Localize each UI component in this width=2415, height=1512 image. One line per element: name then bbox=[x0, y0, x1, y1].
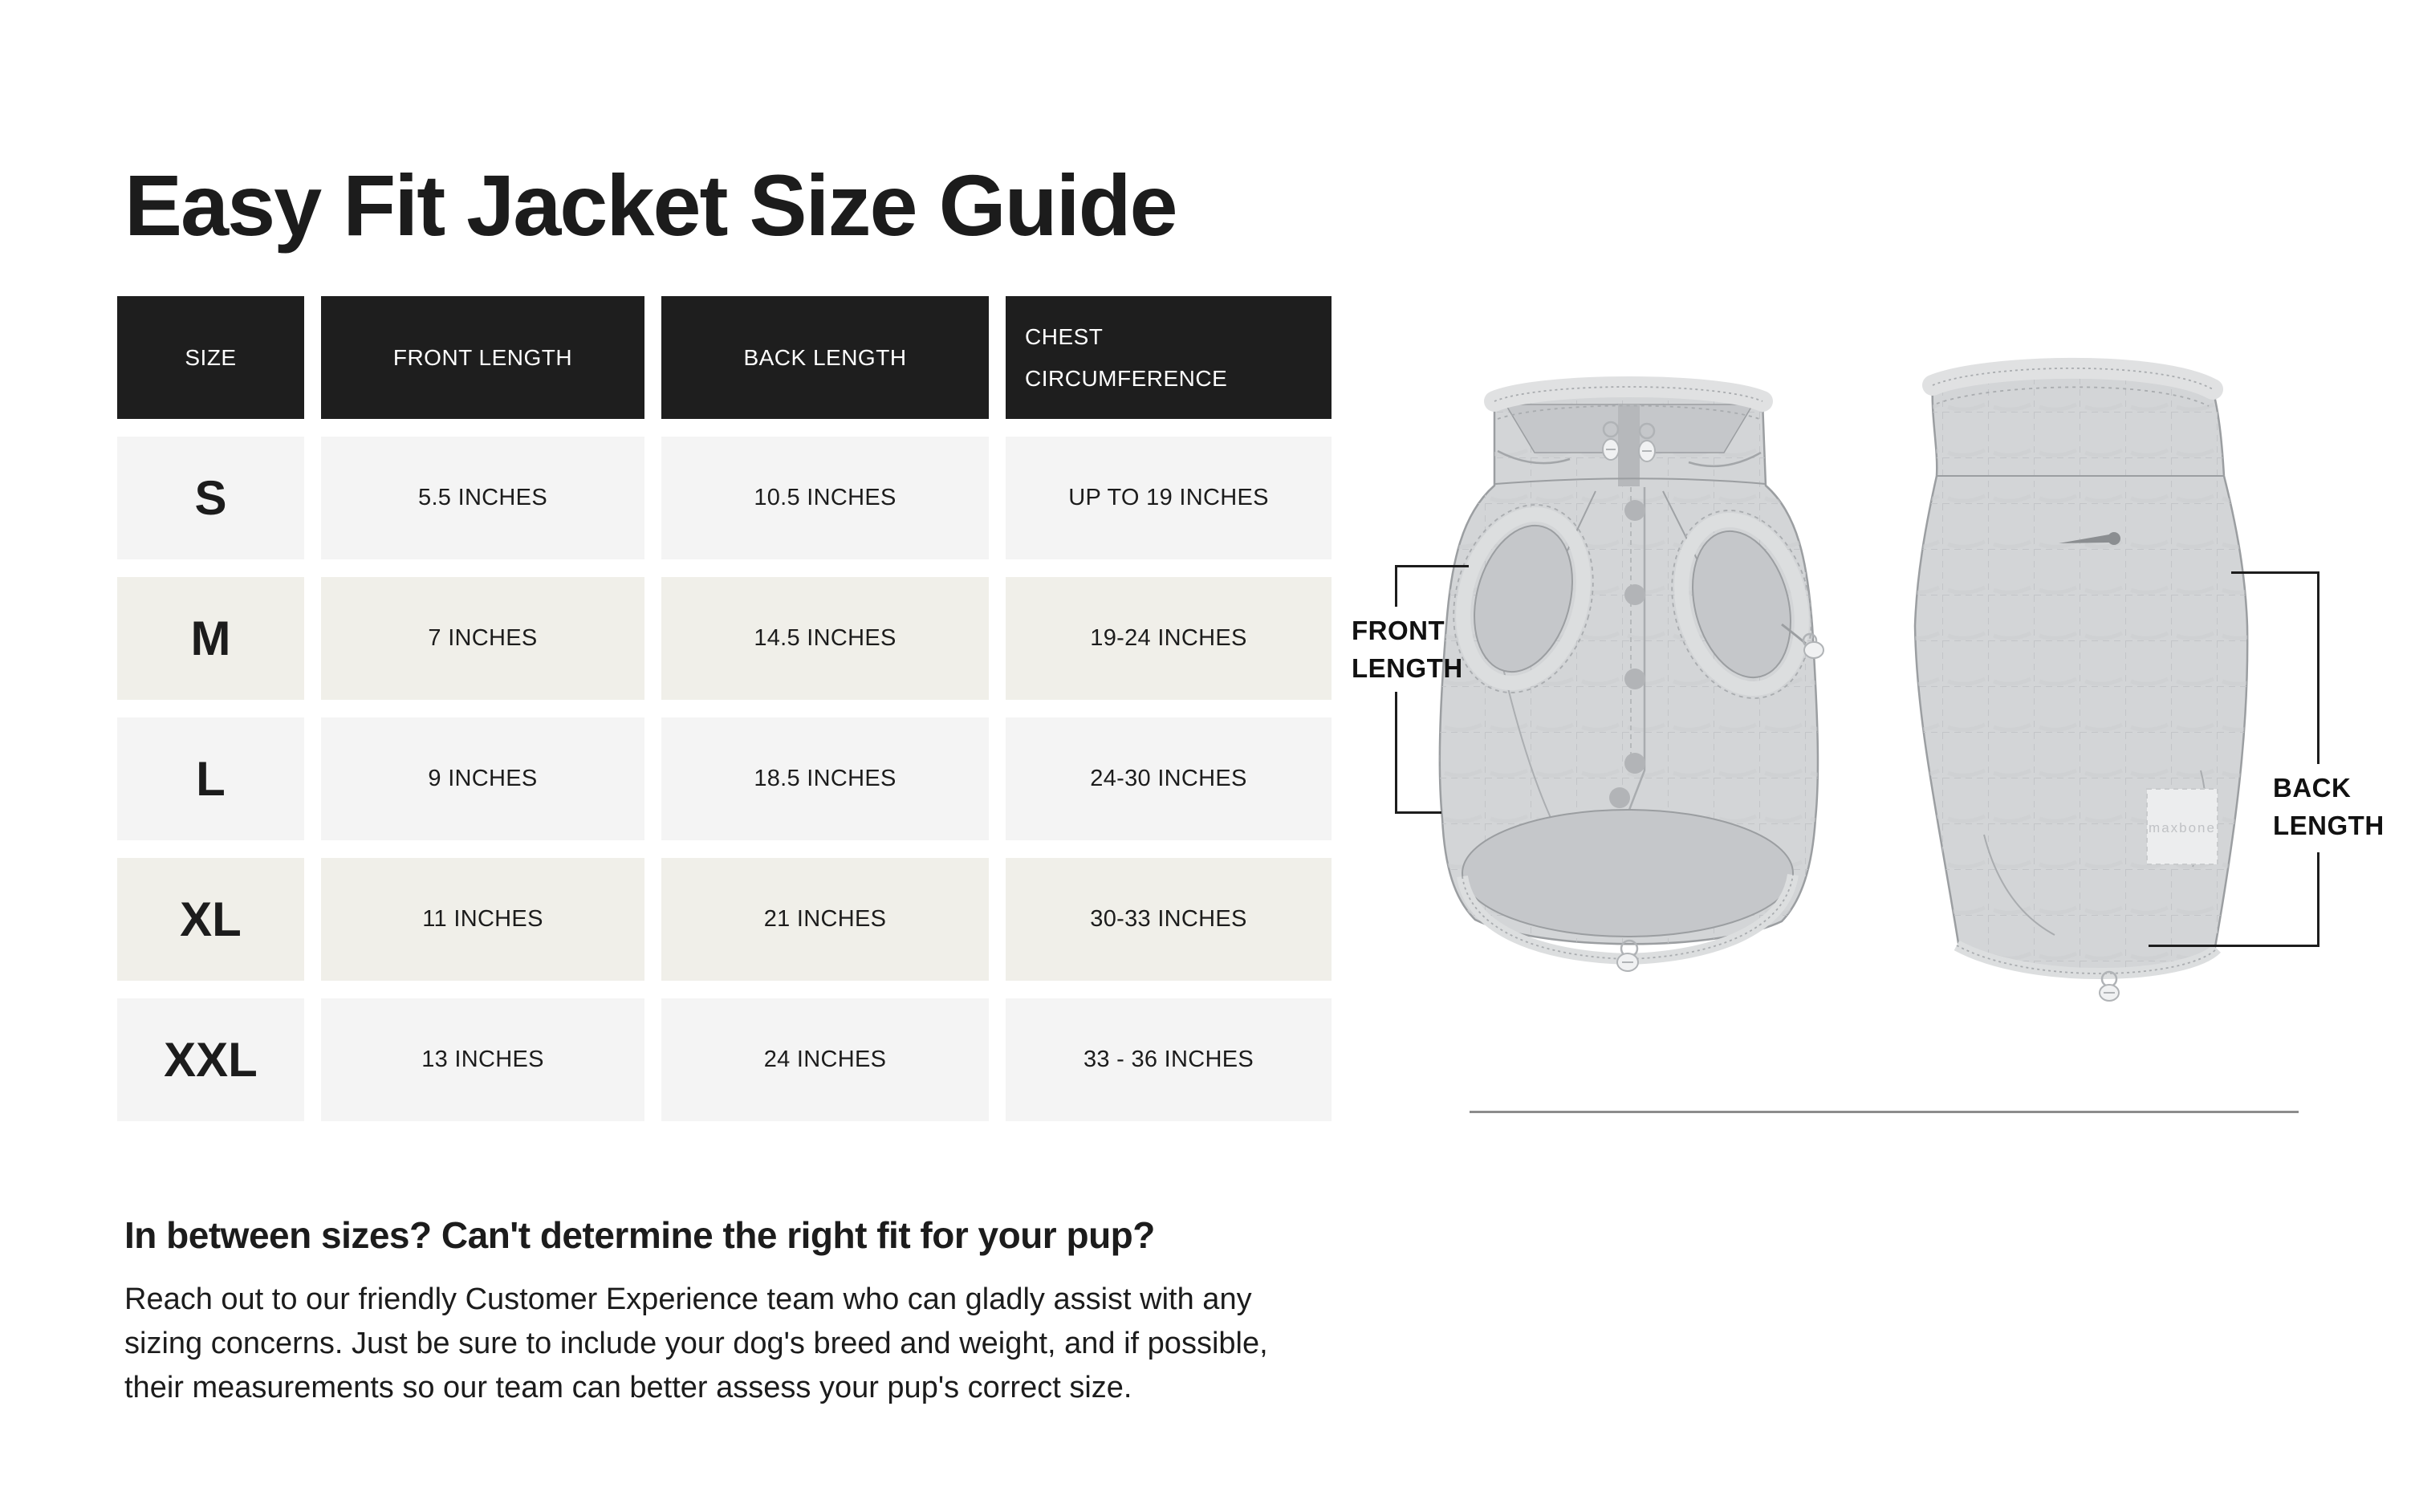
table-row-xxl-chest: 33 - 36 INCHES bbox=[1006, 998, 1332, 1121]
back-length-label: BACK LENGTH bbox=[2273, 773, 2385, 840]
footer-paragraph bbox=[124, 1278, 1649, 1410]
table-row-xxl-size: XXL bbox=[117, 998, 304, 1121]
footer-heading: In between sizes? Can't determine the right fit for your pup? bbox=[124, 1214, 1155, 1256]
table-row-xl-chest: 30-33 INCHES bbox=[1006, 858, 1332, 981]
table-row-m-back-length: 14.5 INCHES bbox=[661, 577, 989, 700]
table-row-l-back-length: 18.5 INCHES bbox=[661, 717, 989, 840]
table-row-m-front-length: 7 INCHES bbox=[321, 577, 644, 700]
table-row-xxl-back-length: 24 INCHES bbox=[661, 998, 989, 1121]
front-length-label: FRONT LENGTH bbox=[1352, 616, 1463, 683]
footer-paragraph-line: their measurements so our team can better assess your pup's correct size. bbox=[124, 1371, 1132, 1404]
brand-patch bbox=[2147, 789, 2218, 864]
page-title: Easy Fit Jacket Size Guide bbox=[124, 156, 1177, 254]
table-row-l-chest: 24-30 INCHES bbox=[1006, 717, 1332, 840]
brand-patch-label: maxbone bbox=[2149, 820, 2216, 835]
footer-paragraph-line: Reach out to our friendly Customer Experience team who can gladly assist with any bbox=[124, 1282, 1252, 1316]
separator-line bbox=[1470, 1111, 2299, 1113]
hem-lining bbox=[1462, 810, 1793, 937]
table-row-xl-back-length: 21 INCHES bbox=[661, 858, 989, 981]
table-row-xxl-front-length: 13 INCHES bbox=[321, 998, 644, 1121]
table-row-xl-size: XL bbox=[117, 858, 304, 981]
table-row-s-chest: UP TO 19 INCHES bbox=[1006, 437, 1332, 559]
table-row-m-chest: 19-24 INCHES bbox=[1006, 577, 1332, 700]
table-row-l-front-length: 9 INCHES bbox=[321, 717, 644, 840]
table-row-s-size: S bbox=[117, 437, 304, 559]
front-jacket-illustration bbox=[1429, 369, 1832, 971]
table-row-s-back-length: 10.5 INCHES bbox=[661, 437, 989, 559]
front-bottom-toggle bbox=[1617, 941, 1638, 971]
header-cell-front-length: FRONT LENGTH bbox=[321, 296, 644, 419]
table-row-xl-front-length: 11 INCHES bbox=[321, 858, 644, 981]
header-cell-chest-circumference bbox=[1006, 296, 1332, 419]
table-row-l-size: L bbox=[117, 717, 304, 840]
table-row-m-size: M bbox=[117, 577, 304, 700]
header-cell-chest-text: CHEST CIRCUMFERENCE bbox=[1025, 323, 1228, 391]
back-jacket-illustration bbox=[1902, 353, 2263, 1001]
size-guide-table bbox=[117, 296, 1332, 1121]
footer-paragraph-line: sizing concerns. Just be sure to include your dog's breed and weight, and if possible, bbox=[124, 1327, 1268, 1360]
header-cell-size: SIZE bbox=[117, 296, 304, 419]
table-row-s-front-length: 5.5 INCHES bbox=[321, 437, 644, 559]
jacket-diagram bbox=[1348, 321, 2415, 1164]
header-cell-back-length: BACK LENGTH bbox=[661, 296, 989, 419]
